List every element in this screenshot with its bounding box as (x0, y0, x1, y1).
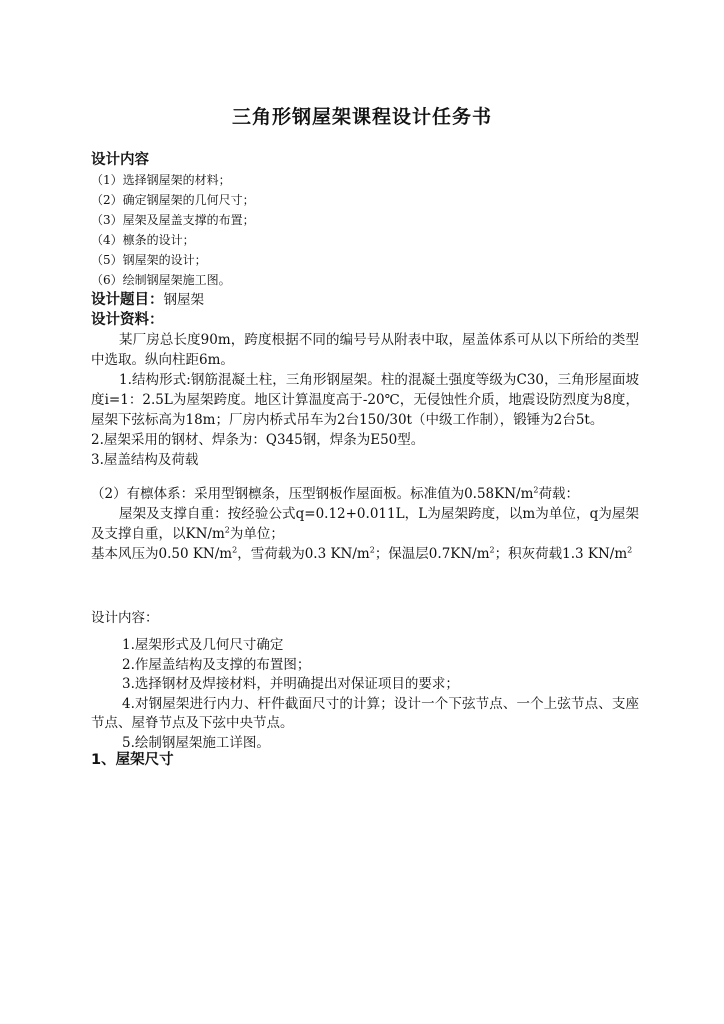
roof-heading: 3.屋盖结构及荷载 (91, 452, 199, 468)
design-content-item: （4）檩条的设计； (91, 233, 195, 247)
tasks-section (91, 608, 639, 628)
purlin-text: （2）有檩体系：采用型钢檩条，压型钢板作屋面板。标准值为0.58KN/m (91, 486, 534, 502)
task-item: 5.绘制钢屋架施工详图。 (122, 734, 270, 751)
design-content-item: （5）钢屋架的设计； (91, 253, 207, 267)
loads-paragraph (91, 544, 639, 564)
purlin-text-end: 荷载： (538, 486, 579, 502)
task-item: 2.作屋盖结构及支撑的布置图； (122, 656, 311, 673)
snow-load: ，雪荷载为0.3 KN/m (237, 546, 370, 562)
tasks-list (91, 636, 639, 753)
design-content-section (91, 150, 639, 470)
design-content-item: （3）屋架及屋盖支撑的布置； (91, 213, 255, 227)
selfweight-paragraph (91, 504, 639, 544)
loads-section (91, 484, 639, 564)
selfweight-text-end: 为单位； (229, 526, 284, 542)
design-content-item: （2）确定钢屋架的几何尺寸； (91, 193, 255, 207)
wind-load: 基本风压为0.50 KN/m (91, 546, 233, 562)
materials-paragraph: 2.屋架采用的钢材、焊条为：Q345钢，焊条为E50型。 (91, 432, 425, 448)
design-topic (91, 290, 639, 310)
task-item: 4.对钢屋架进行内力、杆件截面尺寸的计算；设计一个下弦节点、一个上弦节点、支座节点、屋脊节点及下弦中央节点。 (91, 695, 639, 731)
tasks-heading: 设计内容： (91, 610, 159, 626)
task-item: 1.屋架形式及几何尺寸确定 (122, 637, 284, 653)
purlin-paragraph (91, 484, 639, 504)
unit-superscript: 2 (533, 485, 539, 495)
document-title: 三角形钢屋架课程设计任务书 (231, 106, 492, 128)
design-content-item: （6）绘制钢屋架施工图。 (91, 273, 231, 287)
ash-load: ；积灰荷载1.3 KN/m (494, 546, 628, 562)
design-data-heading: 设计资料： (91, 312, 164, 328)
task-item: 3.选择钢材及焊接材料，并明确提出对保证项目的要求； (122, 676, 459, 692)
design-topic-value: 钢屋架 (163, 292, 204, 308)
design-topic-label: 设计题目： (91, 292, 164, 308)
unit-superscript: 2 (627, 545, 633, 555)
design-content-heading: 设计内容 (91, 152, 149, 168)
section-1-heading: 1、屋架尺寸 (91, 752, 174, 768)
unit-superscript: 2 (369, 545, 375, 555)
selfweight-text: 屋架及支撑自重：按经验公式q=0.12+0.011L，L为屋架跨度，以m为单位，q为屋架及支撑自重，以KN/m (91, 506, 639, 542)
design-content-item: （1）选择钢屋架的材料； (91, 173, 231, 187)
unit-superscript: 2 (489, 545, 495, 555)
structure-paragraph: 1.结构形式:钢筋混凝土柱，三角形钢屋架。柱的混凝土强度等级为C30，三角形屋面坡度i=1：2.5L为屋架跨度。地区计算温度高于-20℃，无侵蚀性介质，地震设防烈度为8度，屋架下弦标高为18m；厂房内桥式吊车为2台150/30t（中级工作制），锻锤为2台5t。 (91, 372, 639, 428)
unit-superscript: 2 (232, 545, 238, 555)
design-data-intro: 某厂房总长度90m，跨度根据不同的编号号从附表中取，屋盖体系可从以下所给的类型中选取。纵向柱距6m。 (91, 332, 639, 368)
section-1 (91, 750, 639, 770)
insulation-load: ；保温层0.7KN/m (374, 546, 490, 562)
unit-superscript: 2 (224, 525, 230, 535)
